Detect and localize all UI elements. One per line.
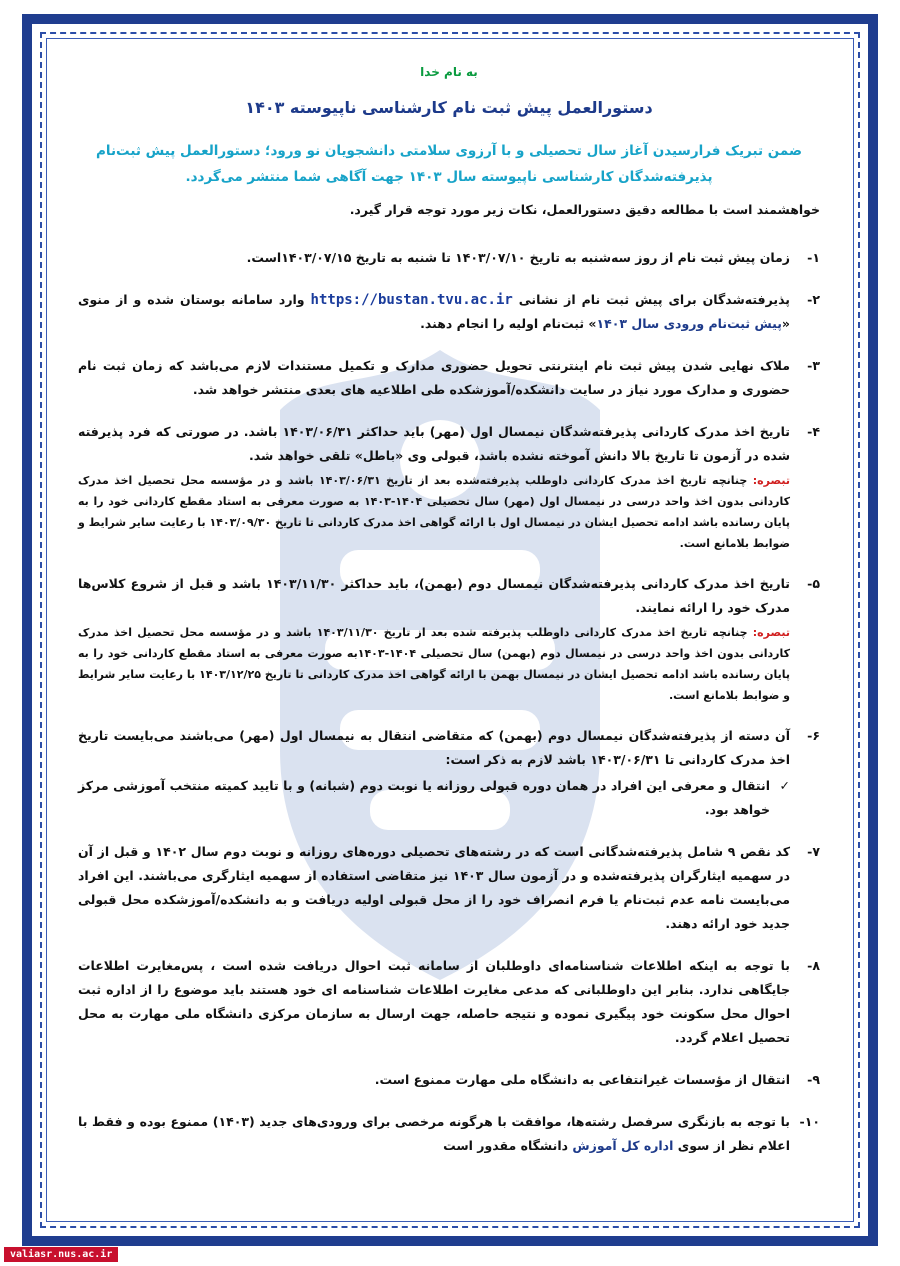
list-item-6 — [78, 724, 820, 822]
list-item-1 — [78, 246, 820, 270]
item-number: ۸- — [807, 958, 820, 973]
item-number: ۹- — [807, 1072, 820, 1087]
item-text-a: پذیرفته‌شدگان برای پیش ثبت نام از نشانی — [518, 292, 790, 307]
item-number: ۱۰- — [799, 1114, 820, 1129]
bustan-link[interactable]: https://bustan.tvu.ac.ir — [310, 292, 513, 308]
list-item-4 — [78, 420, 820, 554]
item-text-a: با توجه به بازنگری سرفصل رشته‌ها، موافقت با هرگونه مرخصی برای ورودی‌های جدید (۱۴۰۳) ممنوع بوده و فقط با اعلام نظر از سوی — [78, 1114, 790, 1153]
item-number: ۶- — [807, 728, 820, 743]
item-text: با توجه به اینکه اطلاعات شناسنامه‌ای داوطلبان از سامانه ثبت احوال دریافت شده است ، پس‌مغایرت اطلاعات جایگاهی ندارد. بنابر این داوطلبانی که مدعی مغایرت اطلاعات شناسنامه ای خود هستند باید موضوع را از اداره ثبت احوال محل سکونت خود پیگیری نموده و نتیجه حاصله، جهت ارسال به سازمان مرکزی دانشگاه ملی مهارت به محل تحصیل اعلام گردد. — [78, 958, 790, 1045]
list-item-9 — [78, 1068, 820, 1092]
list-item-7 — [78, 840, 820, 936]
item-text: تاریخ اخذ مدرک کاردانی پذیرفته‌شدگان نیمسال دوم (بهمن)، باید حداکثر ۱۴۰۳/۱۱/۳۰ باشد و قبل از شروع کلاس‌ها مدرک خود را ارائه نمایند. — [78, 576, 790, 615]
checkmark-bullet — [78, 774, 790, 822]
intro-paragraph: ضمن تبریک فرارسیدن آغاز سال تحصیلی و با آرزوی سلامتی دانشجویان نو ورود؛ دستورالعمل پیش ثبت‌نام پذیرفته‌شدگان کارشناسی ناپیوسته سال ۱۴۰۳ جهت آگاهی شما منتشر می‌گردد. — [96, 143, 802, 185]
list-item-3 — [78, 354, 820, 402]
department-highlight: اداره کل آموزش — [572, 1138, 674, 1153]
menu-name-highlight: پیش ثبت‌نام ورودی سال ۱۴۰۳ — [596, 316, 782, 331]
item-text-b: دانشگاه مقدور است — [443, 1138, 569, 1153]
item-text: کد نقص ۹ شامل پذیرفته‌شدگانی است که در رشته‌های تحصیلی دوره‌های روزانه و نوبت دوم سال ۱۴۰۲ و قبل از آن در سهمیه ایثارگران پذیرفته‌شده و در آزمون سال ۱۴۰۳ نیز متقاضی استفاده از سهمیه ایثارگری می‌باشند. این افراد می‌بایست نامه عدم ثبت‌نام یا فرم انصراف خود را از محل قبولی اولیه دریافت و به دانشکده/آموزشکده محل قبولی جدید خود ارائه دهند. — [78, 844, 791, 931]
note-label: تبصره: — [752, 474, 790, 487]
note-label: تبصره: — [752, 626, 790, 639]
item-text: زمان پیش ثبت نام از روز سه‌شنبه به تاریخ ۱۴۰۳/۰۷/۱۰ تا شنبه به تاریخ ۱۴۰۳/۰۷/۱۵است. — [246, 250, 790, 265]
list-item-2 — [78, 288, 820, 336]
item-number: ۲- — [807, 292, 820, 307]
item-number: ۴- — [807, 424, 820, 439]
item-number: ۳- — [807, 358, 820, 373]
note-text: چنانچه تاریخ اخذ مدرک کاردانی داوطلب پذیرفته شده بعد از تاریخ ۱۴۰۳/۱۱/۳۰ باشد و در مؤسسه محل تحصیل اخذ مدرک کاردانی بدون اخذ واحد درسی در نیمسال دوم (بهمن) سال تحصیلی ۱۴۰۴-۱۴۰۳به صورت معرفی به استاد مقطع کاردانی خود را به پایان رسانده باشد ادامه تحصیل ایشان در نیمسال بهمن با ارائه گواهی اخذ مدرک کاردانی تا تاریخ ۱۴۰۳/۱۲/۲۵ با رعایت سایر شرایط و ضوابط بلامانع است. — [78, 626, 790, 702]
checkmark-icon: ✓ — [779, 778, 790, 793]
item-number: ۷- — [807, 844, 820, 859]
document-title: دستورالعمل پیش ثبت نام کارشناسی ناپیوسته ۱۴۰۳ — [245, 98, 653, 117]
list-item-8 — [78, 954, 820, 1050]
item-number: ۵- — [807, 576, 820, 591]
list-item-10 — [78, 1110, 820, 1158]
checkmark-text: انتقال و معرفی این افراد در همان دوره قبولی روزانه یا نوبت دوم (شبانه) و با تایید کمیته منتخب آموزشی مرکز خواهد بود. — [78, 778, 770, 817]
list-item-5 — [78, 572, 820, 706]
note-paragraph — [78, 622, 790, 706]
note-paragraph — [78, 470, 790, 554]
document-body — [78, 60, 820, 1176]
item-text: آن دسته از پذیرفته‌شدگان نیمسال دوم (بهمن) که متقاضی انتقال به نیمسال اول (مهر) می‌باشند می‌بایست تاریخ اخذ مدرک کاردانی تا ۱۴۰۳/۰۶/۳۱ باشد لازم به ذکر است: — [78, 728, 790, 767]
item-number: ۱- — [807, 250, 820, 265]
lead-sentence: خواهشمند است با مطالعه دقیق دستورالعمل، نکات زیر مورد توجه قرار گیرد. — [349, 202, 820, 217]
item-text: انتقال از مؤسسات غیرانتفاعی به دانشگاه ملی مهارت ممنوع است. — [374, 1072, 790, 1087]
item-text-b: وارد سامانه بوستان شده و از منوی « — [78, 292, 790, 331]
item-text-c: » ثبت‌نام اولیه را انجام دهند. — [420, 316, 597, 331]
item-text: ملاک نهایی شدن پیش ثبت نام اینترنتی تحویل حضوری مدارک و تکمیل مستندات لازم می‌باشد که زمان ثبت نام حضوری و مدارک مورد نیاز در سایت دانشکده/آموزشکده طی اطلاعیه های بعدی منتشر خواهد شد. — [78, 358, 790, 397]
source-url-badge[interactable]: valiasr.nus.ac.ir — [4, 1247, 118, 1262]
bismillah-heading: به نام خدا — [420, 65, 478, 79]
note-text: چنانچه تاریخ اخذ مدرک کاردانی داوطلب پذیرفته‌شده بعد از تاریخ ۱۴۰۳/۰۶/۳۱ باشد و در مؤسسه محل تحصیل اخذ مدرک کاردانی بدون اخذ واحد درسی در نیمسال اول (مهر) سال تحصیلی ۱۴۰۴-۱۴۰۳ به صورت معرفی به استاد مقطع کاردانی خود را به پایان رسانده باشد ادامه تحصیل ایشان در نیمسال اول با ارائه گواهی اخذ مدرک کاردانی تا تاریخ ۱۴۰۳/۰۹/۳۰ با رعایت سایر شرایط و ضوابط بلامانع است. — [78, 474, 790, 550]
item-text: تاریخ اخذ مدرک کاردانی پذیرفته‌شدگان نیمسال اول (مهر) باید حداکثر ۱۴۰۳/۰۶/۳۱ باشد. در صورتی که فرد پذیرفته شده در آزمون تا تاریخ بالا دانش آموخته نشده باشد، قبولی وی «باطل» تلقی خواهد شد. — [78, 424, 790, 463]
